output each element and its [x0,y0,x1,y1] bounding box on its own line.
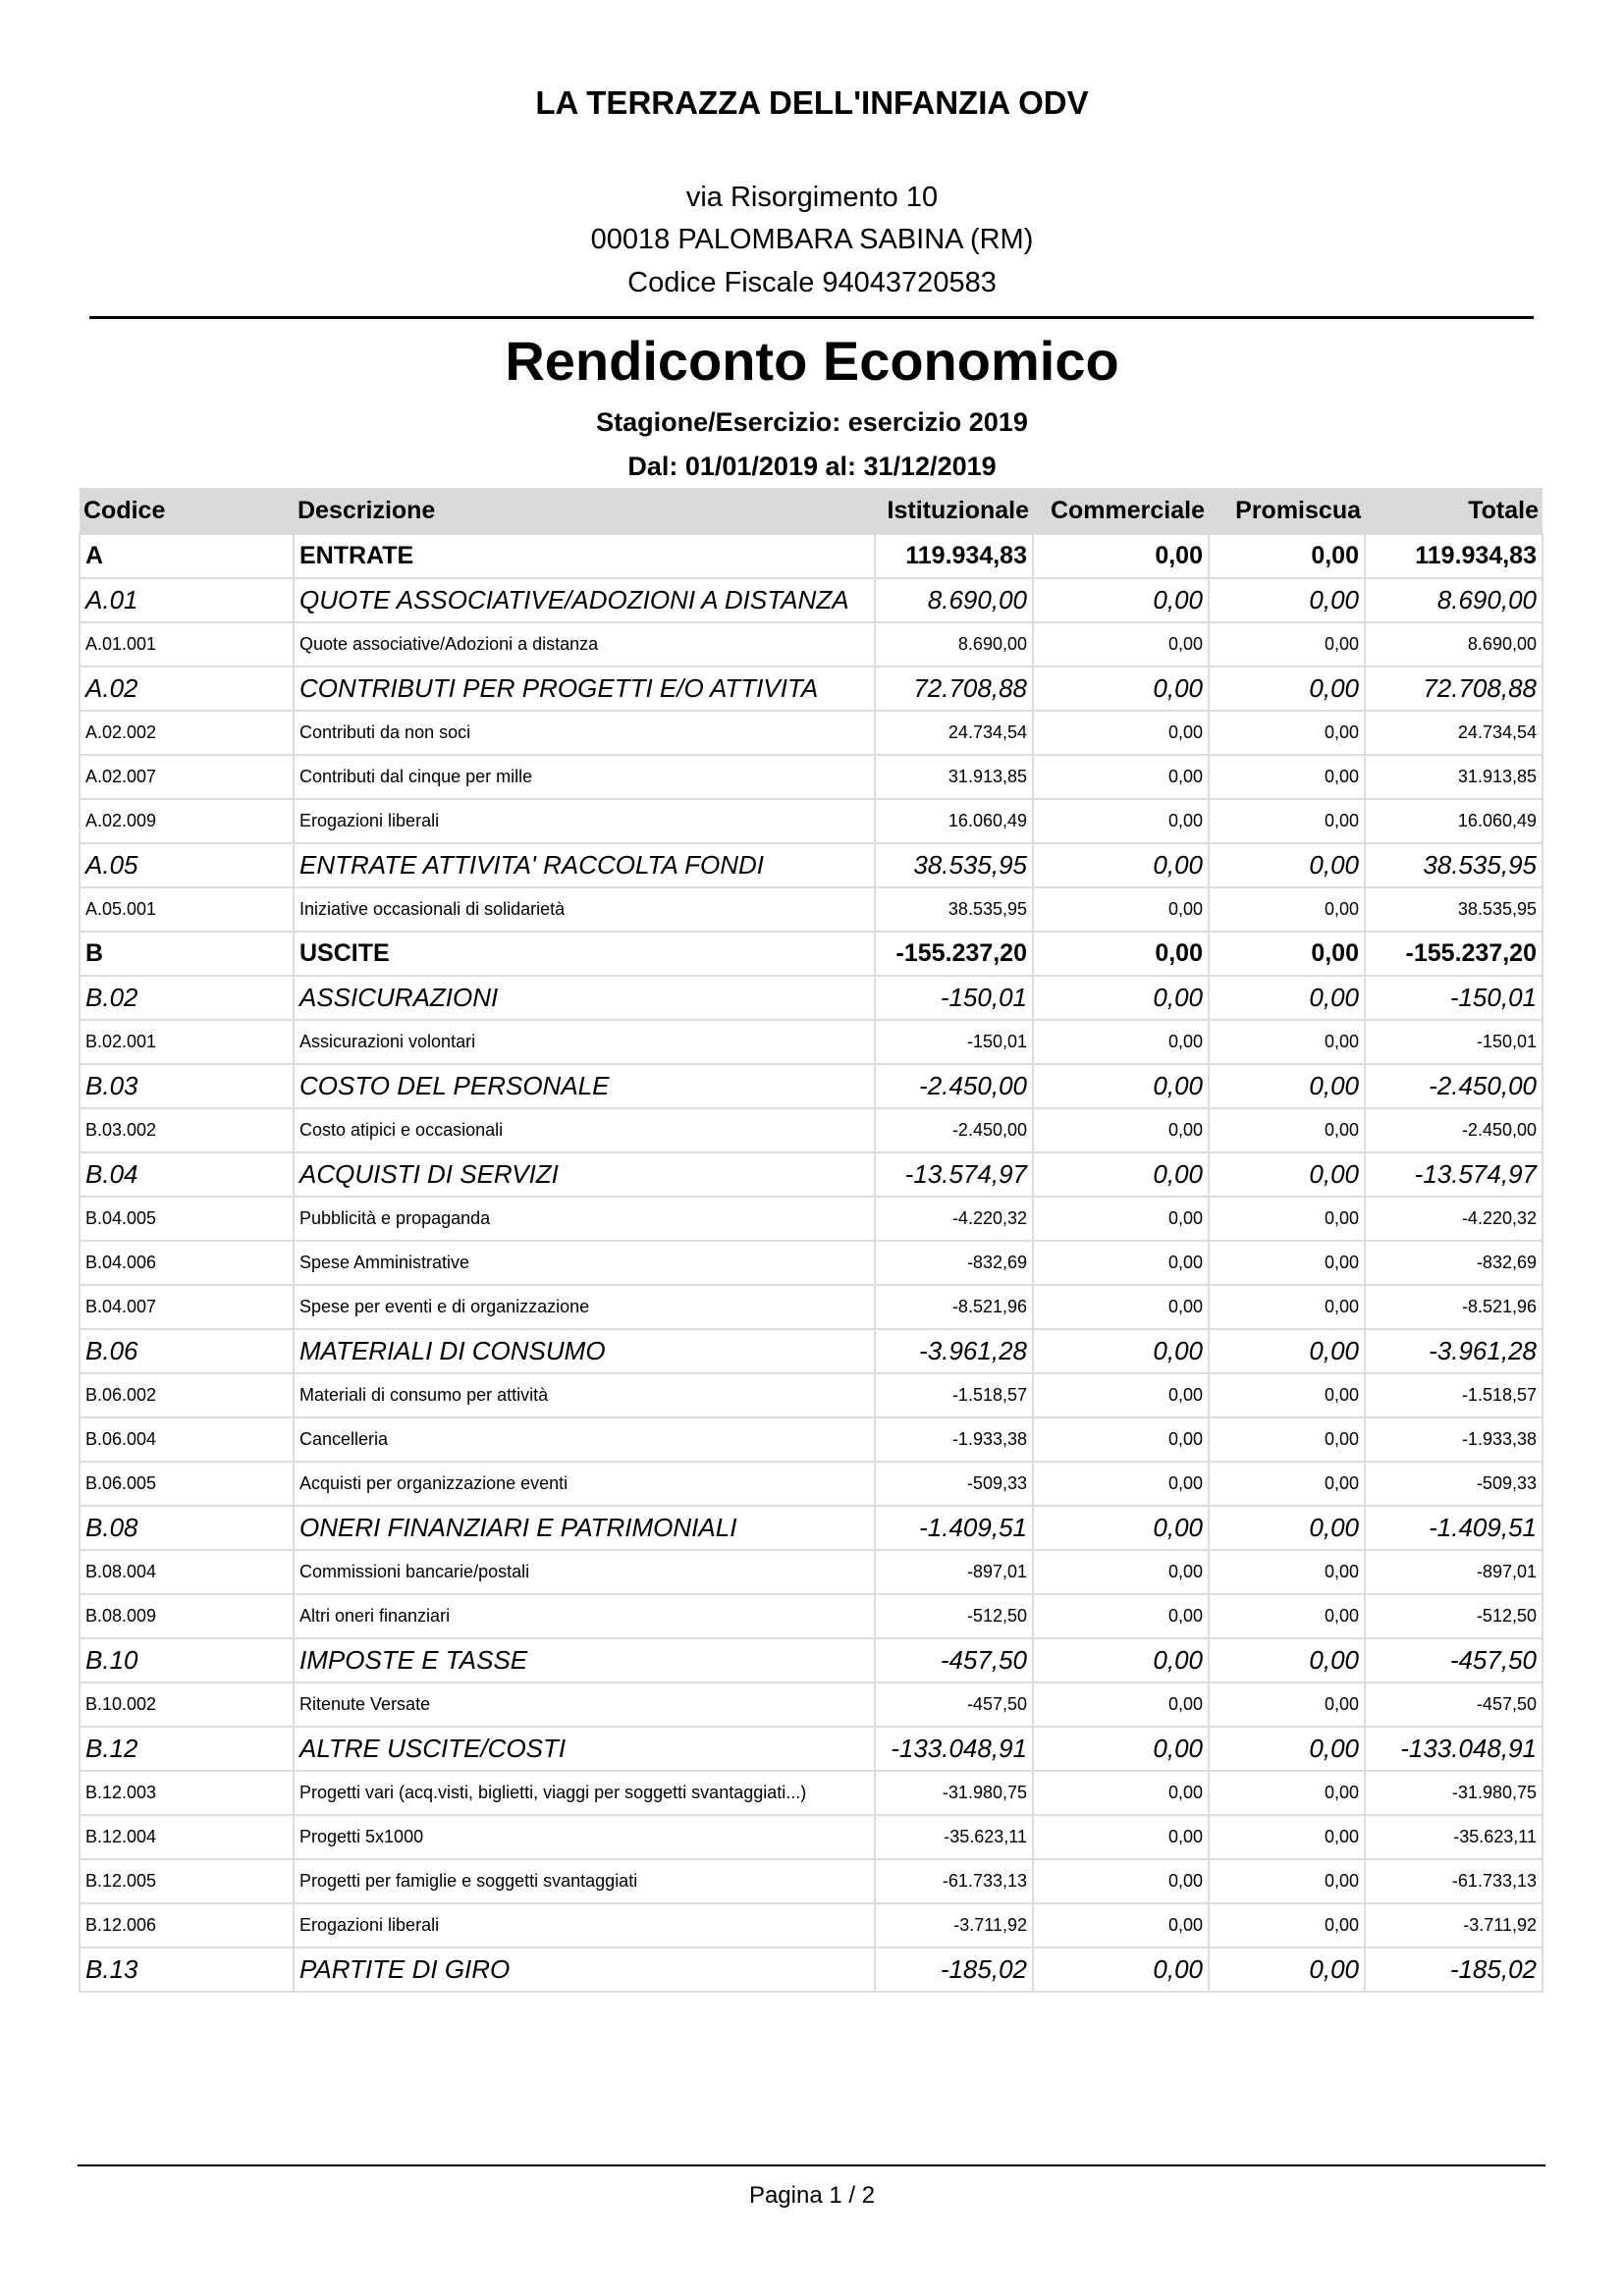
cell-istituzionale: 31.913,85 [875,755,1033,799]
cell-totale: 72.708,88 [1365,667,1543,711]
cell-code: B.12.003 [80,1771,294,1815]
group-row [80,667,1543,711]
section-row [80,932,1543,976]
column-header-descrizione: Descrizione [294,488,875,534]
column-header-promiscua: Promiscua [1209,488,1365,534]
cell-description: Spese per eventi e di organizzazione [294,1285,875,1329]
cell-istituzionale: -457,50 [875,1638,1033,1682]
column-header-codice: Codice [80,488,294,534]
cell-commerciale: 0,00 [1033,1020,1209,1064]
table-row [80,755,1543,799]
cell-commerciale: 0,00 [1033,1815,1209,1859]
cell-code: A.02.009 [80,799,294,843]
group-row [80,1152,1543,1197]
cell-commerciale: 0,00 [1033,1197,1209,1241]
cell-totale: 8.690,00 [1365,578,1543,622]
fiscal-year: Stagione/Esercizio: esercizio 2019 [596,407,1028,437]
cell-totale: -13.574,97 [1365,1152,1543,1197]
cell-promiscua: 0,00 [1209,1859,1365,1903]
cell-description: Iniziative occasionali di solidarietà [294,887,875,932]
cell-description: ASSICURAZIONI [294,976,875,1020]
cell-istituzionale: -155.237,20 [875,932,1033,976]
table-row [80,799,1543,843]
cell-description: COSTO DEL PERSONALE [294,1064,875,1108]
cell-promiscua: 0,00 [1209,1241,1365,1285]
cell-promiscua: 0,00 [1209,976,1365,1020]
table-row [80,1462,1543,1506]
cell-code: A.02.007 [80,755,294,799]
cell-commerciale: 0,00 [1033,1859,1209,1903]
cell-commerciale: 0,00 [1033,622,1209,667]
cell-promiscua: 0,00 [1209,1550,1365,1594]
cell-description: ENTRATE ATTIVITA' RACCOLTA FONDI [294,843,875,887]
cell-commerciale: 0,00 [1033,1462,1209,1506]
cell-commerciale: 0,00 [1033,1417,1209,1462]
cell-promiscua: 0,00 [1209,1285,1365,1329]
cell-description: Materiali di consumo per attività [294,1373,875,1417]
cell-istituzionale: 119.934,83 [875,534,1033,578]
cell-totale: -150,01 [1365,976,1543,1020]
cell-totale: 119.934,83 [1365,534,1543,578]
cell-commerciale: 0,00 [1033,1241,1209,1285]
cell-totale: -509,33 [1365,1462,1543,1506]
cell-promiscua: 0,00 [1209,622,1365,667]
cell-istituzionale: -8.521,96 [875,1285,1033,1329]
cell-istituzionale: -150,01 [875,1020,1033,1064]
cell-istituzionale: 8.690,00 [875,622,1033,667]
table-row [80,1197,1543,1241]
cell-code: B.04.005 [80,1197,294,1241]
cell-totale: -512,50 [1365,1594,1543,1638]
cell-istituzionale: 72.708,88 [875,667,1033,711]
table-header-row [80,488,1543,534]
cell-code: A.01 [80,578,294,622]
cell-commerciale: 0,00 [1033,667,1209,711]
cell-description: Pubblicità e propaganda [294,1197,875,1241]
cell-istituzionale: -61.733,13 [875,1859,1033,1903]
cell-description: ACQUISTI DI SERVIZI [294,1152,875,1197]
group-row [80,1638,1543,1682]
table-row [80,1771,1543,1815]
cell-code: B.02 [80,976,294,1020]
cell-istituzionale: -832,69 [875,1241,1033,1285]
organization-name: LA TERRAZZA DELL'INFANZIA ODV [535,84,1089,121]
cell-istituzionale: -4.220,32 [875,1197,1033,1241]
cell-totale: -4.220,32 [1365,1197,1543,1241]
cell-commerciale: 0,00 [1033,1108,1209,1152]
cell-commerciale: 0,00 [1033,1638,1209,1682]
cell-promiscua: 0,00 [1209,1417,1365,1462]
cell-code: A.02 [80,667,294,711]
cell-totale: 16.060,49 [1365,799,1543,843]
cell-totale: 8.690,00 [1365,622,1543,667]
cell-description: ENTRATE [294,534,875,578]
table-row [80,1903,1543,1948]
table-row [80,1594,1543,1638]
cell-promiscua: 0,00 [1209,1594,1365,1638]
section-row [80,534,1543,578]
cell-description: Spese Amministrative [294,1241,875,1285]
cell-description: CONTRIBUTI PER PROGETTI E/O ATTIVITA [294,667,875,711]
cell-code: B.06.002 [80,1373,294,1417]
footer-divider [78,2164,1545,2166]
cell-code: B.06.005 [80,1462,294,1506]
report-table [79,488,1543,1993]
cell-promiscua: 0,00 [1209,1727,1365,1771]
cell-istituzionale: -2.450,00 [875,1108,1033,1152]
cell-commerciale: 0,00 [1033,887,1209,932]
cell-description: Acquisti per organizzazione eventi [294,1462,875,1506]
cell-code: B.02.001 [80,1020,294,1064]
cell-promiscua: 0,00 [1209,887,1365,932]
cell-commerciale: 0,00 [1033,534,1209,578]
cell-description: Contributi da non soci [294,711,875,755]
cell-code: B.12.004 [80,1815,294,1859]
cell-promiscua: 0,00 [1209,667,1365,711]
cell-promiscua: 0,00 [1209,1506,1365,1550]
group-row [80,1064,1543,1108]
cell-promiscua: 0,00 [1209,1020,1365,1064]
cell-code: B.03.002 [80,1108,294,1152]
cell-description: Costo atipici e occasionali [294,1108,875,1152]
cell-commerciale: 0,00 [1033,932,1209,976]
cell-promiscua: 0,00 [1209,1638,1365,1682]
column-header-istituzionale: Istituzionale [875,488,1033,534]
cell-description: Quote associative/Adozioni a distanza [294,622,875,667]
cell-code: B.10 [80,1638,294,1682]
cell-code: A [80,534,294,578]
table-row [80,1285,1543,1329]
table-row [80,887,1543,932]
cell-istituzionale: 38.535,95 [875,887,1033,932]
group-row [80,843,1543,887]
cell-promiscua: 0,00 [1209,1329,1365,1373]
cell-istituzionale: 8.690,00 [875,578,1033,622]
cell-istituzionale: -1.409,51 [875,1506,1033,1550]
cell-code: B [80,932,294,976]
table-row [80,1241,1543,1285]
group-row [80,1506,1543,1550]
fiscal-code: Codice Fiscale 94043720583 [627,267,997,298]
cell-totale: -61.733,13 [1365,1859,1543,1903]
address-city: 00018 PALOMBARA SABINA (RM) [590,224,1034,255]
cell-promiscua: 0,00 [1209,1373,1365,1417]
cell-description: Assicurazioni volontari [294,1020,875,1064]
table-body [80,534,1543,1992]
cell-promiscua: 0,00 [1209,1815,1365,1859]
cell-promiscua: 0,00 [1209,1064,1365,1108]
cell-istituzionale: 24.734,54 [875,711,1033,755]
cell-istituzionale: -150,01 [875,976,1033,1020]
cell-promiscua: 0,00 [1209,843,1365,887]
cell-description: Progetti 5x1000 [294,1815,875,1859]
cell-commerciale: 0,00 [1033,1506,1209,1550]
cell-description: USCITE [294,932,875,976]
cell-totale: -897,01 [1365,1550,1543,1594]
column-header-commerciale: Commerciale [1033,488,1209,534]
cell-promiscua: 0,00 [1209,1682,1365,1727]
cell-promiscua: 0,00 [1209,1462,1365,1506]
table-row [80,622,1543,667]
cell-promiscua: 0,00 [1209,799,1365,843]
cell-commerciale: 0,00 [1033,578,1209,622]
cell-commerciale: 0,00 [1033,1285,1209,1329]
cell-description: Progetti per famiglie e soggetti svantaggiati [294,1859,875,1903]
cell-commerciale: 0,00 [1033,1682,1209,1727]
cell-istituzionale: -897,01 [875,1550,1033,1594]
cell-description: ONERI FINANZIARI E PATRIMONIALI [294,1506,875,1550]
cell-istituzionale: -1.933,38 [875,1417,1033,1462]
cell-description: Commissioni bancarie/postali [294,1550,875,1594]
cell-promiscua: 0,00 [1209,1948,1365,1992]
cell-description: PARTITE DI GIRO [294,1948,875,1992]
cell-commerciale: 0,00 [1033,1152,1209,1197]
cell-totale: 38.535,95 [1365,843,1543,887]
cell-istituzionale: -13.574,97 [875,1152,1033,1197]
cell-commerciale: 0,00 [1033,1903,1209,1948]
cell-totale: -155.237,20 [1365,932,1543,976]
table-row [80,1550,1543,1594]
table-row [80,1108,1543,1152]
cell-commerciale: 0,00 [1033,711,1209,755]
cell-description: Altri oneri finanziari [294,1594,875,1638]
cell-code: B.04 [80,1152,294,1197]
group-row [80,1948,1543,1992]
cell-totale: -35.623,11 [1365,1815,1543,1859]
cell-description: Contributi dal cinque per mille [294,755,875,799]
cell-code: B.08.009 [80,1594,294,1638]
cell-totale: 38.535,95 [1365,887,1543,932]
cell-istituzionale: -3.961,28 [875,1329,1033,1373]
header-divider [89,316,1534,319]
cell-istituzionale: -457,50 [875,1682,1033,1727]
table-row [80,1815,1543,1859]
cell-promiscua: 0,00 [1209,1152,1365,1197]
cell-commerciale: 0,00 [1033,1727,1209,1771]
cell-commerciale: 0,00 [1033,799,1209,843]
cell-code: B.08.004 [80,1550,294,1594]
cell-commerciale: 0,00 [1033,1948,1209,1992]
cell-totale: -150,01 [1365,1020,1543,1064]
cell-commerciale: 0,00 [1033,755,1209,799]
cell-commerciale: 0,00 [1033,1064,1209,1108]
table-row [80,711,1543,755]
cell-totale: -2.450,00 [1365,1064,1543,1108]
cell-code: B.06 [80,1329,294,1373]
table-row [80,1682,1543,1727]
cell-code: B.13 [80,1948,294,1992]
cell-code: A.05 [80,843,294,887]
cell-code: A.05.001 [80,887,294,932]
table-row [80,1859,1543,1903]
cell-promiscua: 0,00 [1209,755,1365,799]
cell-istituzionale: -2.450,00 [875,1064,1033,1108]
cell-promiscua: 0,00 [1209,1903,1365,1948]
cell-totale: -2.450,00 [1365,1108,1543,1152]
cell-code: A.02.002 [80,711,294,755]
cell-istituzionale: -31.980,75 [875,1771,1033,1815]
group-row [80,1727,1543,1771]
cell-commerciale: 0,00 [1033,1771,1209,1815]
cell-code: B.03 [80,1064,294,1108]
cell-code: B.12.006 [80,1903,294,1948]
cell-totale: -1.518,57 [1365,1373,1543,1417]
cell-istituzionale: -509,33 [875,1462,1033,1506]
cell-totale: -457,50 [1365,1638,1543,1682]
cell-totale: -457,50 [1365,1682,1543,1727]
cell-description: IMPOSTE E TASSE [294,1638,875,1682]
cell-description: Erogazioni liberali [294,1903,875,1948]
table-row [80,1373,1543,1417]
cell-promiscua: 0,00 [1209,578,1365,622]
cell-istituzionale: -35.623,11 [875,1815,1033,1859]
cell-totale: -8.521,96 [1365,1285,1543,1329]
cell-totale: 31.913,85 [1365,755,1543,799]
address-street: via Risorgimento 10 [685,182,939,213]
cell-promiscua: 0,00 [1209,711,1365,755]
group-row [80,578,1543,622]
cell-code: B.06.004 [80,1417,294,1462]
cell-code: B.12.005 [80,1859,294,1903]
cell-code: B.04.007 [80,1285,294,1329]
cell-istituzionale: -3.711,92 [875,1903,1033,1948]
cell-totale: -1.933,38 [1365,1417,1543,1462]
cell-description: MATERIALI DI CONSUMO [294,1329,875,1373]
cell-istituzionale: 16.060,49 [875,799,1033,843]
cell-istituzionale: -1.518,57 [875,1373,1033,1417]
cell-commerciale: 0,00 [1033,1373,1209,1417]
cell-totale: -832,69 [1365,1241,1543,1285]
cell-description: Erogazioni liberali [294,799,875,843]
cell-totale: -1.409,51 [1365,1506,1543,1550]
cell-totale: -185,02 [1365,1948,1543,1992]
cell-description: QUOTE ASSOCIATIVE/ADOZIONI A DISTANZA [294,578,875,622]
cell-totale: -3.961,28 [1365,1329,1543,1373]
table-row [80,1417,1543,1462]
cell-istituzionale: -133.048,91 [875,1727,1033,1771]
document-title: Rendiconto Economico [505,330,1119,392]
cell-istituzionale: 38.535,95 [875,843,1033,887]
cell-promiscua: 0,00 [1209,1108,1365,1152]
cell-totale: -31.980,75 [1365,1771,1543,1815]
column-header-totale: Totale [1365,488,1543,534]
cell-totale: -133.048,91 [1365,1727,1543,1771]
group-row [80,976,1543,1020]
cell-commerciale: 0,00 [1033,1550,1209,1594]
date-range: Dal: 01/01/2019 al: 31/12/2019 [627,452,997,481]
cell-commerciale: 0,00 [1033,1329,1209,1373]
page-number: Pagina 1 / 2 [748,2182,876,2209]
cell-code: B.10.002 [80,1682,294,1727]
cell-code: B.12 [80,1727,294,1771]
cell-code: B.04.006 [80,1241,294,1285]
cell-description: Progetti vari (acq.visti, biglietti, viaggi per soggetti svantaggiati...) [294,1771,875,1815]
cell-code: A.01.001 [80,622,294,667]
cell-description: Ritenute Versate [294,1682,875,1727]
cell-code: B.08 [80,1506,294,1550]
cell-description: Cancelleria [294,1417,875,1462]
table-row [80,1020,1543,1064]
cell-totale: -3.711,92 [1365,1903,1543,1948]
cell-promiscua: 0,00 [1209,932,1365,976]
cell-commerciale: 0,00 [1033,976,1209,1020]
cell-promiscua: 0,00 [1209,1197,1365,1241]
cell-commerciale: 0,00 [1033,843,1209,887]
cell-promiscua: 0,00 [1209,1771,1365,1815]
cell-description: ALTRE USCITE/COSTI [294,1727,875,1771]
cell-promiscua: 0,00 [1209,534,1365,578]
cell-commerciale: 0,00 [1033,1594,1209,1638]
cell-totale: 24.734,54 [1365,711,1543,755]
group-row [80,1329,1543,1373]
cell-istituzionale: -185,02 [875,1948,1033,1992]
cell-istituzionale: -512,50 [875,1594,1033,1638]
